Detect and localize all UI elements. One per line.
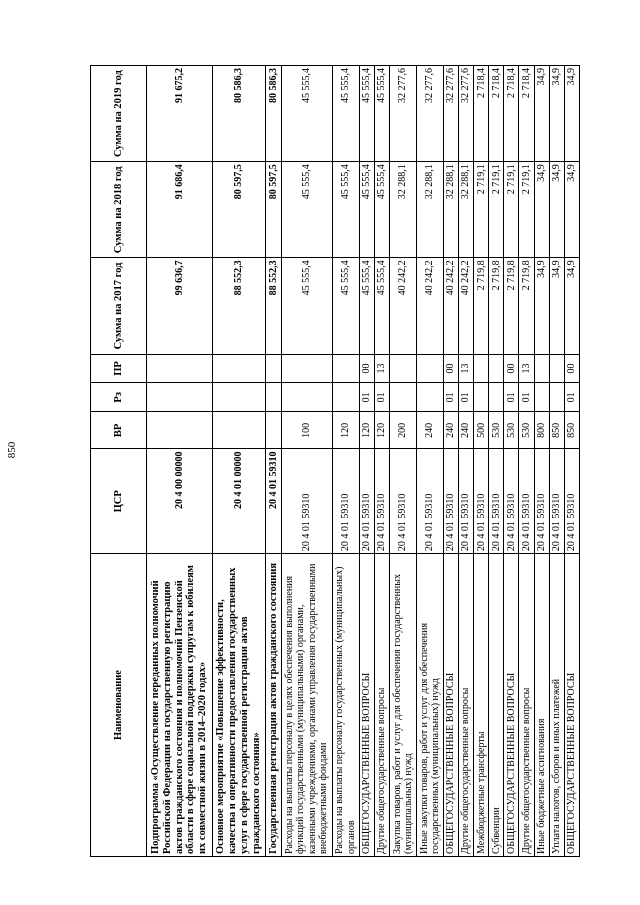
- cell-2018: 2 719,1: [489, 162, 504, 258]
- cell-2017: 99 636,7: [147, 258, 213, 354]
- cell-name: Иные бюджетные ассигнования: [534, 554, 549, 857]
- cell-pr: 13: [374, 354, 389, 383]
- cell-2018: 2 719,1: [474, 162, 489, 258]
- cell-2017: 45 555,4: [281, 258, 332, 354]
- cell-2017: 45 555,4: [374, 258, 389, 354]
- cell-csr: 20 4 01 59310: [281, 449, 332, 554]
- cell-2019: 45 555,4: [281, 66, 332, 162]
- cell-name: Межбюджетные трансферты: [474, 554, 489, 857]
- cell-2017: 34,9: [564, 258, 579, 354]
- page-number: [0, 0, 23, 905]
- cell-vr: [266, 412, 282, 449]
- cell-vr: 850: [564, 412, 579, 449]
- cell-2018: 45 555,4: [359, 162, 374, 258]
- cell-vr: 530: [519, 412, 534, 449]
- cell-2019: 32 277,6: [416, 66, 443, 162]
- cell-vr: 800: [534, 412, 549, 449]
- cell-name: Закупка товаров, работ и услуг для обеспечения государственных (муниципальных) нужд: [389, 554, 416, 857]
- cell-pr: [534, 354, 549, 383]
- cell-2018: 91 686,4: [147, 162, 213, 258]
- cell-vr: 120: [374, 412, 389, 449]
- cell-2018: 32 288,1: [459, 162, 474, 258]
- cell-csr: 20 4 01 59310: [549, 449, 564, 554]
- header-2019: Сумма на 2019 год: [91, 66, 147, 162]
- cell-2018: 32 288,1: [443, 162, 458, 258]
- cell-2017: 40 242,2: [389, 258, 416, 354]
- cell-2019: 45 555,4: [374, 66, 389, 162]
- cell-name: Другие общегосударственные вопросы: [459, 554, 474, 857]
- table-row: [443, 66, 458, 857]
- cell-2019: 45 555,4: [359, 66, 374, 162]
- table-row: [389, 66, 416, 857]
- table-row: [147, 66, 213, 857]
- cell-pr: [416, 354, 443, 383]
- cell-name: Основное мероприятие «Повышение эффективности, качества и оперативности предоставления государственных услуг в сфере государственной регистрации актов гражданского состояния»: [212, 554, 265, 857]
- page-number-text: 850: [5, 441, 18, 459]
- cell-csr: 20 4 01 59310: [416, 449, 443, 554]
- cell-2019: 80 586,3: [266, 66, 282, 162]
- cell-csr: 20 4 00 00000: [147, 449, 213, 554]
- cell-rz: 01: [564, 383, 579, 412]
- cell-name: Другие общегосударственные вопросы: [374, 554, 389, 857]
- cell-csr: 20 4 01 59310: [519, 449, 534, 554]
- header-row: [91, 66, 147, 857]
- cell-vr: 240: [459, 412, 474, 449]
- cell-csr: 20 4 01 59310: [504, 449, 519, 554]
- cell-2017: 45 555,4: [332, 258, 359, 354]
- cell-name: Иные закупки товаров, работ и услуг для обеспечения государственных (муниципальных) нужд: [416, 554, 443, 857]
- cell-pr: [389, 354, 416, 383]
- cell-name: ОБЩЕГОСУДАРСТВЕННЫЕ ВОПРОСЫ: [359, 554, 374, 857]
- cell-2018: 34,9: [534, 162, 549, 258]
- table-row: [534, 66, 549, 857]
- cell-vr: [147, 412, 213, 449]
- cell-2019: 80 586,3: [212, 66, 265, 162]
- cell-2018: 32 288,1: [389, 162, 416, 258]
- cell-vr: 500: [474, 412, 489, 449]
- cell-rz: 01: [459, 383, 474, 412]
- header-rz: Рз: [91, 383, 147, 412]
- table-row: [474, 66, 489, 857]
- cell-vr: 530: [489, 412, 504, 449]
- cell-2017: 40 242,2: [459, 258, 474, 354]
- budget-table: [90, 65, 580, 857]
- cell-name: Подпрограмма «Осуществление переданных полномочий Российской Федерации на государственную регистрацию актов гражданского состояния и полномочий Пензенской области в сфере социальной поддержки супругам к юбилеям их совместной жизни в 2014–2020 годах»: [147, 554, 213, 857]
- table-row: [359, 66, 374, 857]
- cell-2017: 2 719,8: [474, 258, 489, 354]
- cell-pr: [489, 354, 504, 383]
- table-row: [416, 66, 443, 857]
- cell-csr: 20 4 01 59310: [459, 449, 474, 554]
- cell-vr: 240: [416, 412, 443, 449]
- cell-pr: 13: [519, 354, 534, 383]
- cell-csr: 20 4 01 59310: [389, 449, 416, 554]
- cell-2019: 2 718,4: [504, 66, 519, 162]
- cell-2018: 45 555,4: [374, 162, 389, 258]
- table-row: [266, 66, 282, 857]
- cell-name: Государственная регистрация актов гражданского состояния: [266, 554, 282, 857]
- cell-rz: [416, 383, 443, 412]
- cell-2018: 2 719,1: [519, 162, 534, 258]
- cell-2017: 40 242,2: [443, 258, 458, 354]
- cell-csr: 20 4 01 59310: [374, 449, 389, 554]
- cell-csr: 20 4 01 59310: [474, 449, 489, 554]
- cell-rz: [281, 383, 332, 412]
- cell-rz: [549, 383, 564, 412]
- cell-vr: 120: [359, 412, 374, 449]
- cell-2019: 2 718,4: [489, 66, 504, 162]
- table-row: [564, 66, 579, 857]
- cell-2018: 45 555,4: [332, 162, 359, 258]
- cell-csr: 20 4 01 59310: [534, 449, 549, 554]
- cell-2017: 2 719,8: [519, 258, 534, 354]
- cell-rz: 01: [519, 383, 534, 412]
- cell-csr: 20 4 01 59310: [332, 449, 359, 554]
- cell-pr: 00: [564, 354, 579, 383]
- cell-2018: 45 555,4: [281, 162, 332, 258]
- cell-pr: [281, 354, 332, 383]
- table-row: [459, 66, 474, 857]
- cell-name: ОБЩЕГОСУДАРСТВЕННЫЕ ВОПРОСЫ: [504, 554, 519, 857]
- cell-pr: 00: [443, 354, 458, 383]
- cell-2018: 32 288,1: [416, 162, 443, 258]
- cell-2017: 88 552,3: [266, 258, 282, 354]
- cell-csr: 20 4 01 59310: [443, 449, 458, 554]
- cell-vr: 100: [281, 412, 332, 449]
- table-row: [504, 66, 519, 857]
- cell-2018: 2 719,1: [504, 162, 519, 258]
- cell-2017: 34,9: [534, 258, 549, 354]
- table-row: [489, 66, 504, 857]
- cell-pr: [549, 354, 564, 383]
- cell-vr: 240: [443, 412, 458, 449]
- cell-2019: 2 718,4: [519, 66, 534, 162]
- cell-pr: 13: [459, 354, 474, 383]
- cell-rz: [474, 383, 489, 412]
- cell-2019: 45 555,4: [332, 66, 359, 162]
- cell-name: ОБЩЕГОСУДАРСТВЕННЫЕ ВОПРОСЫ: [443, 554, 458, 857]
- cell-rz: [489, 383, 504, 412]
- header-csr: ЦСР: [91, 449, 147, 554]
- cell-2017: 45 555,4: [359, 258, 374, 354]
- cell-name: Субвенции: [489, 554, 504, 857]
- header-name: Наименование: [91, 554, 147, 857]
- table-row: [374, 66, 389, 857]
- cell-2017: 88 552,3: [212, 258, 265, 354]
- cell-2019: 32 277,6: [389, 66, 416, 162]
- cell-2017: 2 719,8: [504, 258, 519, 354]
- cell-vr: 850: [549, 412, 564, 449]
- cell-name: ОБЩЕГОСУДАРСТВЕННЫЕ ВОПРОСЫ: [564, 554, 579, 857]
- table-row: [332, 66, 359, 857]
- cell-rz: [147, 383, 213, 412]
- cell-name: Расходы на выплаты персоналу государственных (муниципальных) органов: [332, 554, 359, 857]
- cell-2019: 2 718,4: [474, 66, 489, 162]
- cell-pr: 00: [359, 354, 374, 383]
- cell-2019: 32 277,6: [443, 66, 458, 162]
- cell-pr: [147, 354, 213, 383]
- cell-2017: 40 242,2: [416, 258, 443, 354]
- cell-rz: 01: [374, 383, 389, 412]
- cell-2019: 34,9: [549, 66, 564, 162]
- cell-2018: 34,9: [549, 162, 564, 258]
- cell-csr: 20 4 01 59310: [564, 449, 579, 554]
- cell-2018: 80 597,5: [212, 162, 265, 258]
- cell-rz: [332, 383, 359, 412]
- budget-table-container: [90, 65, 580, 857]
- cell-2017: 2 719,8: [489, 258, 504, 354]
- cell-vr: 120: [332, 412, 359, 449]
- cell-rz: 01: [359, 383, 374, 412]
- cell-pr: [212, 354, 265, 383]
- cell-rz: [534, 383, 549, 412]
- cell-csr: 20 4 01 59310: [266, 449, 282, 554]
- table-row: [549, 66, 564, 857]
- cell-rz: [266, 383, 282, 412]
- cell-name: Другие общегосударственные вопросы: [519, 554, 534, 857]
- table-body: [147, 66, 580, 857]
- cell-rz: 01: [504, 383, 519, 412]
- table-row: [281, 66, 332, 857]
- cell-csr: 20 4 01 59310: [489, 449, 504, 554]
- cell-name: Расходы на выплаты персоналу в целях обеспечения выполнения функций государственными (муниципальными) органами, казенными учреждениями, органами управления государственными внебюджетными фондами: [281, 554, 332, 857]
- cell-2019: 34,9: [564, 66, 579, 162]
- header-2018: Сумма на 2018 год: [91, 162, 147, 258]
- cell-vr: 530: [504, 412, 519, 449]
- cell-pr: [266, 354, 282, 383]
- cell-2018: 34,9: [564, 162, 579, 258]
- cell-csr: 20 4 01 00000: [212, 449, 265, 554]
- cell-pr: [474, 354, 489, 383]
- cell-csr: 20 4 01 59310: [359, 449, 374, 554]
- header-vr: ВР: [91, 412, 147, 449]
- cell-pr: 00: [504, 354, 519, 383]
- header-2017: Сумма на 2017 год: [91, 258, 147, 354]
- table-row: [212, 66, 265, 857]
- cell-2018: 80 597,5: [266, 162, 282, 258]
- cell-rz: 01: [443, 383, 458, 412]
- cell-pr: [332, 354, 359, 383]
- cell-vr: 200: [389, 412, 416, 449]
- cell-2019: 91 675,2: [147, 66, 213, 162]
- cell-vr: [212, 412, 265, 449]
- table-row: [519, 66, 534, 857]
- cell-rz: [389, 383, 416, 412]
- cell-name: Уплата налогов, сборов и иных платежей: [549, 554, 564, 857]
- cell-2019: 32 277,6: [459, 66, 474, 162]
- cell-rz: [212, 383, 265, 412]
- cell-2019: 34,9: [534, 66, 549, 162]
- cell-2017: 34,9: [549, 258, 564, 354]
- header-pr: ПР: [91, 354, 147, 383]
